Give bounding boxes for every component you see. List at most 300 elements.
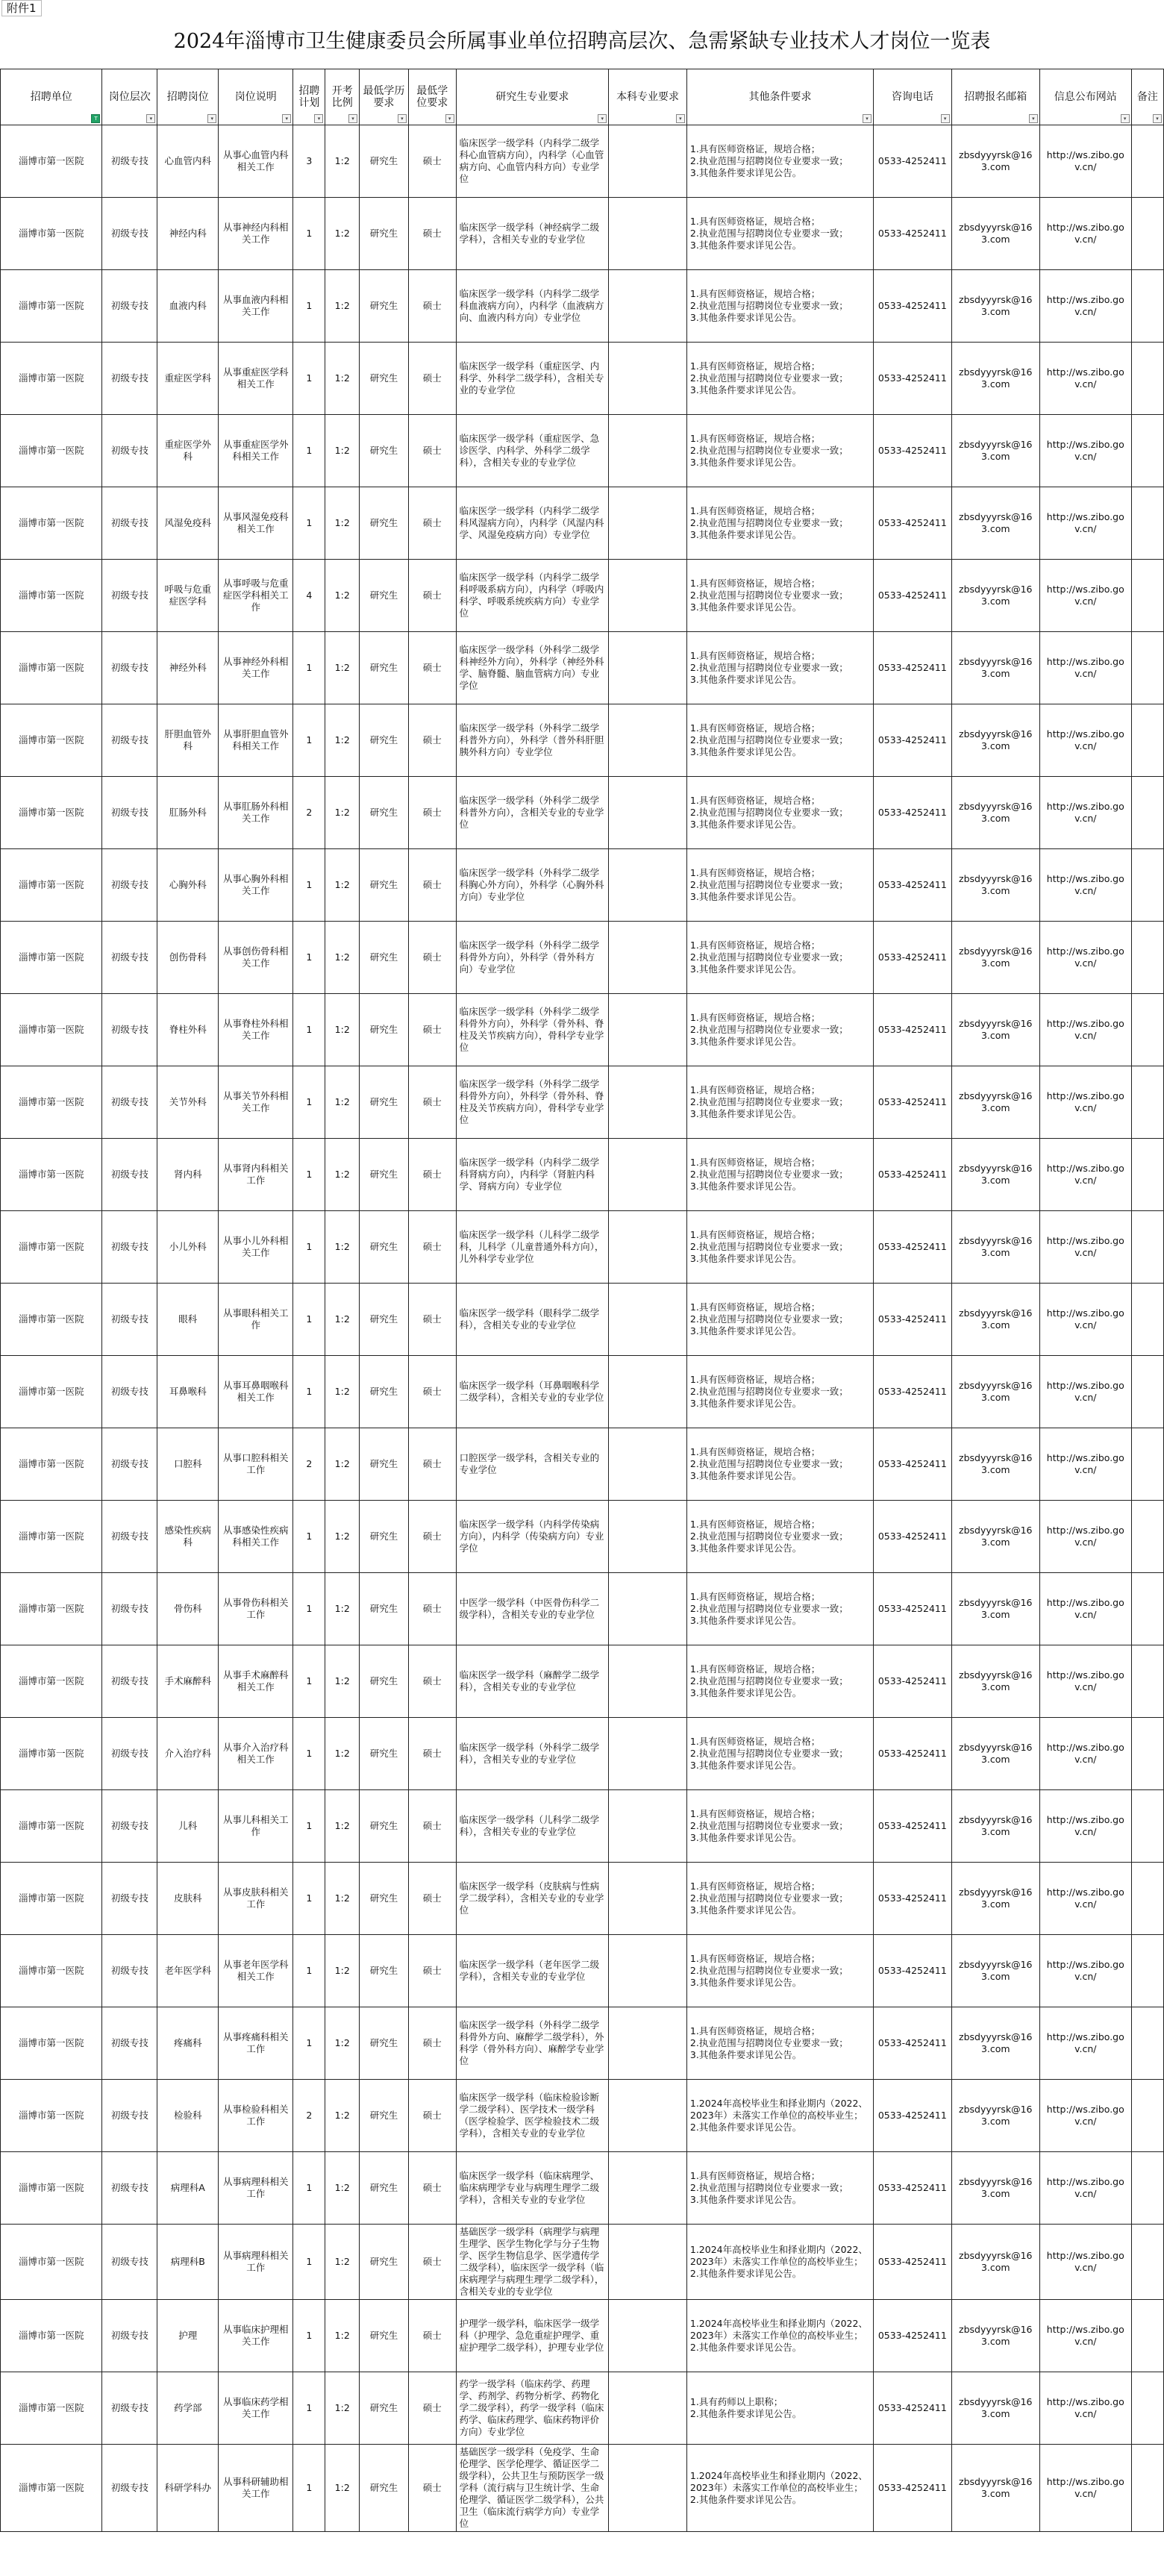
cell-grad-major[interactable]: 基础医学一级学科（病理学与病理生理学、医学生物化学与分子生物学、医学生物信息学、医学遗传学二级学科），临床医学一级学科（临床病理学与病理生理学二级学科），含相关专业的专业学位: [456, 2225, 609, 2300]
cell-email[interactable]: zbsdyyyrsk@163.com: [951, 777, 1039, 849]
cell-phone[interactable]: 0533-4252411: [874, 1935, 952, 2007]
cell-grad-major[interactable]: 临床医学一级学科（内科学二级学科血液病方向），内科学（血液病方向、血液内科方向）专业学位: [456, 270, 609, 343]
cell-email[interactable]: zbsdyyyrsk@163.com: [951, 2007, 1039, 2080]
cell-other-conditions[interactable]: 1.具有医师资格证，规培合格； 2.执业范围与招聘岗位专业要求一致； 3.其他条件要求详见公告。: [686, 2007, 873, 2080]
cell-desc[interactable]: 从事心胸外科相关工作: [219, 849, 293, 922]
cell-level[interactable]: 初级专技: [102, 632, 157, 704]
cell-plan[interactable]: 1: [293, 1863, 325, 1935]
cell-plan[interactable]: 1: [293, 2007, 325, 2080]
filter-dropdown-icon[interactable]: ▾: [676, 114, 685, 123]
cell-grad-major[interactable]: 临床医学一级学科（麻醉学二级学科），含相关专业的专业学位: [456, 1645, 609, 1718]
cell-website[interactable]: http://ws.zibo.gov.cn/: [1039, 704, 1131, 777]
cell-undergrad-major[interactable]: [609, 1211, 687, 1284]
cell-level[interactable]: 初级专技: [102, 777, 157, 849]
cell-degree[interactable]: 硕士: [408, 994, 456, 1066]
cell-website[interactable]: http://ws.zibo.gov.cn/: [1039, 1863, 1131, 1935]
cell-other-conditions[interactable]: 1.具有医师资格证，规培合格； 2.执业范围与招聘岗位专业要求一致； 3.其他条件要求详见公告。: [686, 1066, 873, 1139]
cell-other-conditions[interactable]: 1.具有医师资格证，规培合格； 2.执业范围与招聘岗位专业要求一致； 3.其他条件要求详见公告。: [686, 1139, 873, 1211]
cell-website[interactable]: http://ws.zibo.gov.cn/: [1039, 1935, 1131, 2007]
cell-ratio[interactable]: 1:2: [325, 632, 359, 704]
cell-unit[interactable]: 淄博市第一医院: [1, 2152, 102, 2225]
cell-education[interactable]: 研究生: [359, 1501, 408, 1573]
cell-ratio[interactable]: 1:2: [325, 1284, 359, 1356]
header-cell[interactable]: [408, 69, 456, 125]
cell-website[interactable]: http://ws.zibo.gov.cn/: [1039, 125, 1131, 198]
cell-website[interactable]: http://ws.zibo.gov.cn/: [1039, 198, 1131, 270]
cell-grad-major[interactable]: 临床医学一级学科（神经病学二级学科），含相关专业的专业学位: [456, 198, 609, 270]
cell-undergrad-major[interactable]: [609, 343, 687, 415]
cell-other-conditions[interactable]: 1.具有医师资格证，规培合格； 2.执业范围与招聘岗位专业要求一致； 3.其他条件要求详见公告。: [686, 343, 873, 415]
cell-website[interactable]: http://ws.zibo.gov.cn/: [1039, 1066, 1131, 1139]
cell-unit[interactable]: 淄博市第一医院: [1, 632, 102, 704]
attachment-label[interactable]: 附件1: [1, 0, 42, 16]
cell-level[interactable]: 初级专技: [102, 2007, 157, 2080]
cell-degree[interactable]: 硕士: [408, 1935, 456, 2007]
cell-remark[interactable]: [1131, 2300, 1163, 2372]
cell-ratio[interactable]: 1:2: [325, 1863, 359, 1935]
cell-post[interactable]: 耳鼻喉科: [157, 1356, 219, 1428]
cell-email[interactable]: zbsdyyyrsk@163.com: [951, 1501, 1039, 1573]
cell-desc[interactable]: 从事手术麻醉科相关工作: [219, 1645, 293, 1718]
cell-degree[interactable]: 硕士: [408, 2152, 456, 2225]
cell-degree[interactable]: 硕士: [408, 125, 456, 198]
cell-ratio[interactable]: 1:2: [325, 777, 359, 849]
cell-undergrad-major[interactable]: [609, 560, 687, 632]
cell-level[interactable]: 初级专技: [102, 415, 157, 487]
cell-desc[interactable]: 从事疼痛科相关工作: [219, 2007, 293, 2080]
cell-other-conditions[interactable]: 1.具有医师资格证，规培合格； 2.执业范围与招聘岗位专业要求一致； 3.其他条件要求详见公告。: [686, 1211, 873, 1284]
cell-email[interactable]: zbsdyyyrsk@163.com: [951, 632, 1039, 704]
cell-level[interactable]: 初级专技: [102, 1428, 157, 1501]
cell-other-conditions[interactable]: 1.2024年高校毕业生和择业期内（2022、2023年）未落实工作单位的高校毕业生； 2.其他条件要求详见公告。: [686, 2300, 873, 2372]
cell-degree[interactable]: 硕士: [408, 1356, 456, 1428]
cell-level[interactable]: 初级专技: [102, 1284, 157, 1356]
cell-desc[interactable]: 从事临床护理相关工作: [219, 2300, 293, 2372]
cell-unit[interactable]: 淄博市第一医院: [1, 1356, 102, 1428]
cell-ratio[interactable]: 1:2: [325, 2445, 359, 2532]
cell-phone[interactable]: 0533-4252411: [874, 560, 952, 632]
cell-website[interactable]: http://ws.zibo.gov.cn/: [1039, 1790, 1131, 1863]
cell-plan[interactable]: 1: [293, 1356, 325, 1428]
cell-grad-major[interactable]: 临床医学一级学科（内科学二级学科心血管病方向），内科学（心血管病方向、心血管内科方向）专业学位: [456, 125, 609, 198]
cell-remark[interactable]: [1131, 1718, 1163, 1790]
cell-other-conditions[interactable]: 1.2024年高校毕业生和择业期内（2022、2023年）未落实工作单位的高校毕业生； 2.其他条件要求详见公告。: [686, 2445, 873, 2532]
cell-phone[interactable]: 0533-4252411: [874, 1284, 952, 1356]
cell-post[interactable]: 口腔科: [157, 1428, 219, 1501]
cell-unit[interactable]: 淄博市第一医院: [1, 1935, 102, 2007]
cell-degree[interactable]: 硕士: [408, 343, 456, 415]
cell-phone[interactable]: 0533-4252411: [874, 994, 952, 1066]
cell-education[interactable]: 研究生: [359, 849, 408, 922]
filter-active-icon[interactable]: T: [91, 114, 100, 123]
cell-desc[interactable]: 从事皮肤科相关工作: [219, 1863, 293, 1935]
cell-ratio[interactable]: 1:2: [325, 487, 359, 560]
cell-website[interactable]: http://ws.zibo.gov.cn/: [1039, 1211, 1131, 1284]
cell-plan[interactable]: 4: [293, 560, 325, 632]
cell-education[interactable]: 研究生: [359, 560, 408, 632]
cell-remark[interactable]: [1131, 198, 1163, 270]
cell-grad-major[interactable]: 临床医学一级学科（儿科学二级学科），含相关专业的专业学位: [456, 1790, 609, 1863]
cell-education[interactable]: 研究生: [359, 2445, 408, 2532]
cell-post[interactable]: 儿科: [157, 1790, 219, 1863]
cell-phone[interactable]: 0533-4252411: [874, 2080, 952, 2152]
cell-remark[interactable]: [1131, 1935, 1163, 2007]
cell-post[interactable]: 护理: [157, 2300, 219, 2372]
cell-remark[interactable]: [1131, 2007, 1163, 2080]
cell-remark[interactable]: [1131, 777, 1163, 849]
cell-desc[interactable]: 从事重症医学科相关工作: [219, 343, 293, 415]
cell-post[interactable]: 老年医学科: [157, 1935, 219, 2007]
cell-plan[interactable]: 1: [293, 1284, 325, 1356]
cell-level[interactable]: 初级专技: [102, 560, 157, 632]
cell-website[interactable]: http://ws.zibo.gov.cn/: [1039, 849, 1131, 922]
cell-undergrad-major[interactable]: [609, 994, 687, 1066]
cell-degree[interactable]: 硕士: [408, 1718, 456, 1790]
cell-plan[interactable]: 1: [293, 1501, 325, 1573]
cell-desc[interactable]: 从事感染性疾病科相关工作: [219, 1501, 293, 1573]
cell-level[interactable]: 初级专技: [102, 1573, 157, 1645]
cell-grad-major[interactable]: 护理学一级学科，临床医学一级学科（护理学、急危重症护理学、重症护理学二级学科），护理专业学位: [456, 2300, 609, 2372]
cell-website[interactable]: http://ws.zibo.gov.cn/: [1039, 2152, 1131, 2225]
cell-post[interactable]: 感染性疾病科: [157, 1501, 219, 1573]
cell-unit[interactable]: 淄博市第一医院: [1, 1573, 102, 1645]
cell-phone[interactable]: 0533-4252411: [874, 849, 952, 922]
filter-dropdown-icon[interactable]: ▾: [1121, 114, 1130, 123]
cell-unit[interactable]: 淄博市第一医院: [1, 2225, 102, 2300]
cell-desc[interactable]: 从事小儿外科相关工作: [219, 1211, 293, 1284]
cell-ratio[interactable]: 1:2: [325, 1790, 359, 1863]
cell-ratio[interactable]: 1:2: [325, 198, 359, 270]
cell-website[interactable]: http://ws.zibo.gov.cn/: [1039, 2372, 1131, 2445]
cell-degree[interactable]: 硕士: [408, 849, 456, 922]
cell-post[interactable]: 神经外科: [157, 632, 219, 704]
cell-post[interactable]: 创伤骨科: [157, 922, 219, 994]
cell-email[interactable]: zbsdyyyrsk@163.com: [951, 1356, 1039, 1428]
cell-degree[interactable]: 硕士: [408, 415, 456, 487]
cell-education[interactable]: 研究生: [359, 1935, 408, 2007]
cell-ratio[interactable]: 1:2: [325, 1428, 359, 1501]
cell-phone[interactable]: 0533-4252411: [874, 922, 952, 994]
cell-post[interactable]: 肛肠外科: [157, 777, 219, 849]
cell-plan[interactable]: 1: [293, 270, 325, 343]
header-cell[interactable]: [609, 69, 687, 125]
cell-level[interactable]: 初级专技: [102, 2080, 157, 2152]
cell-phone[interactable]: 0533-4252411: [874, 1501, 952, 1573]
cell-phone[interactable]: 0533-4252411: [874, 2300, 952, 2372]
cell-website[interactable]: http://ws.zibo.gov.cn/: [1039, 922, 1131, 994]
cell-email[interactable]: zbsdyyyrsk@163.com: [951, 849, 1039, 922]
cell-undergrad-major[interactable]: [609, 1790, 687, 1863]
filter-dropdown-icon[interactable]: ▾: [398, 114, 407, 123]
cell-phone[interactable]: 0533-4252411: [874, 1718, 952, 1790]
cell-undergrad-major[interactable]: [609, 1501, 687, 1573]
cell-other-conditions[interactable]: 1.具有医师资格证，规培合格； 2.执业范围与招聘岗位专业要求一致； 3.其他条件要求详见公告。: [686, 1863, 873, 1935]
cell-education[interactable]: 研究生: [359, 1428, 408, 1501]
cell-level[interactable]: 初级专技: [102, 1863, 157, 1935]
cell-unit[interactable]: 淄博市第一医院: [1, 1211, 102, 1284]
cell-level[interactable]: 初级专技: [102, 1501, 157, 1573]
header-cell[interactable]: [219, 69, 293, 125]
cell-email[interactable]: zbsdyyyrsk@163.com: [951, 198, 1039, 270]
cell-education[interactable]: 研究生: [359, 777, 408, 849]
cell-phone[interactable]: 0533-4252411: [874, 704, 952, 777]
cell-other-conditions[interactable]: 1.具有医师资格证，规培合格； 2.执业范围与招聘岗位专业要求一致； 3.其他条件要求详见公告。: [686, 487, 873, 560]
cell-email[interactable]: zbsdyyyrsk@163.com: [951, 270, 1039, 343]
cell-remark[interactable]: [1131, 1428, 1163, 1501]
cell-level[interactable]: 初级专技: [102, 1935, 157, 2007]
cell-post[interactable]: 药学部: [157, 2372, 219, 2445]
cell-post[interactable]: 心血管内科: [157, 125, 219, 198]
cell-remark[interactable]: [1131, 849, 1163, 922]
cell-plan[interactable]: 1: [293, 849, 325, 922]
cell-post[interactable]: 脊柱外科: [157, 994, 219, 1066]
cell-phone[interactable]: 0533-4252411: [874, 2445, 952, 2532]
cell-ratio[interactable]: 1:2: [325, 2080, 359, 2152]
cell-other-conditions[interactable]: 1.具有医师资格证，规培合格； 2.执业范围与招聘岗位专业要求一致； 3.其他条件要求详见公告。: [686, 270, 873, 343]
cell-unit[interactable]: 淄博市第一医院: [1, 2080, 102, 2152]
cell-ratio[interactable]: 1:2: [325, 849, 359, 922]
cell-website[interactable]: http://ws.zibo.gov.cn/: [1039, 1356, 1131, 1428]
cell-unit[interactable]: 淄博市第一医院: [1, 849, 102, 922]
cell-education[interactable]: 研究生: [359, 2007, 408, 2080]
cell-phone[interactable]: 0533-4252411: [874, 1356, 952, 1428]
cell-email[interactable]: zbsdyyyrsk@163.com: [951, 1211, 1039, 1284]
cell-email[interactable]: zbsdyyyrsk@163.com: [951, 2445, 1039, 2532]
filter-dropdown-icon[interactable]: ▾: [348, 114, 357, 123]
cell-other-conditions[interactable]: 1.具有医师资格证，规培合格； 2.执业范围与招聘岗位专业要求一致； 3.其他条件要求详见公告。: [686, 1501, 873, 1573]
cell-unit[interactable]: 淄博市第一医院: [1, 1645, 102, 1718]
cell-remark[interactable]: [1131, 1139, 1163, 1211]
cell-remark[interactable]: [1131, 1211, 1163, 1284]
cell-grad-major[interactable]: 临床医学一级学科（外科学二级学科骨外方向），外科学（骨外科、脊柱及关节疾病方向），骨科学专业学位: [456, 994, 609, 1066]
cell-website[interactable]: http://ws.zibo.gov.cn/: [1039, 343, 1131, 415]
cell-remark[interactable]: [1131, 2080, 1163, 2152]
cell-post[interactable]: 重症医学外科: [157, 415, 219, 487]
cell-undergrad-major[interactable]: [609, 270, 687, 343]
cell-education[interactable]: 研究生: [359, 1718, 408, 1790]
cell-grad-major[interactable]: 临床医学一级学科（临床病理学、临床病理学专业与病理生理学二级学科），含相关专业的专业学位: [456, 2152, 609, 2225]
cell-website[interactable]: http://ws.zibo.gov.cn/: [1039, 1573, 1131, 1645]
cell-desc[interactable]: 从事创伤骨科相关工作: [219, 922, 293, 994]
cell-grad-major[interactable]: 临床医学一级学科（外科学二级学科胸心外方向），外科学（心胸外科方向）专业学位: [456, 849, 609, 922]
cell-remark[interactable]: [1131, 1356, 1163, 1428]
cell-remark[interactable]: [1131, 125, 1163, 198]
cell-grad-major[interactable]: 药学一级学科（临床药学、药理学、药剂学、药物分析学、药物化学二级学科），药学一级学科（临床药学、临床药理学、临床药物评价方向）专业学位: [456, 2372, 609, 2445]
cell-plan[interactable]: 1: [293, 1066, 325, 1139]
filter-dropdown-icon[interactable]: ▾: [1153, 114, 1162, 123]
cell-other-conditions[interactable]: 1.具有医师资格证，规培合格； 2.执业范围与招聘岗位专业要求一致； 3.其他条件要求详见公告。: [686, 1284, 873, 1356]
filter-dropdown-icon[interactable]: ▾: [1029, 114, 1038, 123]
cell-education[interactable]: 研究生: [359, 2152, 408, 2225]
cell-ratio[interactable]: 1:2: [325, 1066, 359, 1139]
cell-other-conditions[interactable]: 1.具有药师以上职称； 2.其他条件要求详见公告。: [686, 2372, 873, 2445]
cell-education[interactable]: 研究生: [359, 1139, 408, 1211]
cell-email[interactable]: zbsdyyyrsk@163.com: [951, 560, 1039, 632]
cell-plan[interactable]: 1: [293, 2372, 325, 2445]
cell-desc[interactable]: 从事呼吸与危重症医学科相关工作: [219, 560, 293, 632]
cell-desc[interactable]: 从事心血管内科相关工作: [219, 125, 293, 198]
cell-undergrad-major[interactable]: [609, 1139, 687, 1211]
cell-desc[interactable]: 从事肾内科相关工作: [219, 1139, 293, 1211]
cell-degree[interactable]: 硕士: [408, 1211, 456, 1284]
cell-desc[interactable]: 从事骨伤科相关工作: [219, 1573, 293, 1645]
cell-level[interactable]: 初级专技: [102, 1211, 157, 1284]
cell-unit[interactable]: 淄博市第一医院: [1, 1284, 102, 1356]
cell-ratio[interactable]: 1:2: [325, 343, 359, 415]
cell-plan[interactable]: 1: [293, 487, 325, 560]
cell-post[interactable]: 小儿外科: [157, 1211, 219, 1284]
cell-post[interactable]: 风湿免疫科: [157, 487, 219, 560]
cell-level[interactable]: 初级专技: [102, 198, 157, 270]
cell-undergrad-major[interactable]: [609, 1356, 687, 1428]
cell-ratio[interactable]: 1:2: [325, 2152, 359, 2225]
cell-education[interactable]: 研究生: [359, 1066, 408, 1139]
cell-email[interactable]: zbsdyyyrsk@163.com: [951, 2225, 1039, 2300]
cell-remark[interactable]: [1131, 1501, 1163, 1573]
cell-undergrad-major[interactable]: [609, 125, 687, 198]
cell-unit[interactable]: 淄博市第一医院: [1, 1066, 102, 1139]
cell-post[interactable]: 血液内科: [157, 270, 219, 343]
cell-plan[interactable]: 1: [293, 632, 325, 704]
cell-plan[interactable]: 1: [293, 2300, 325, 2372]
cell-undergrad-major[interactable]: [609, 1935, 687, 2007]
cell-other-conditions[interactable]: 1.具有医师资格证，规培合格； 2.执业范围与招聘岗位专业要求一致； 3.其他条件要求详见公告。: [686, 2152, 873, 2225]
cell-grad-major[interactable]: 临床医学一级学科（临床检验诊断学二级学科）、医学技术一级学科（医学检验学、医学检验技术二级学科），含相关专业的专业学位: [456, 2080, 609, 2152]
cell-grad-major[interactable]: 临床医学一级学科（外科学二级学科神经外方向），外科学（神经外科学、脑脊髓、脑血管病方向）专业学位: [456, 632, 609, 704]
cell-undergrad-major[interactable]: [609, 2300, 687, 2372]
cell-unit[interactable]: 淄博市第一医院: [1, 1718, 102, 1790]
cell-website[interactable]: http://ws.zibo.gov.cn/: [1039, 777, 1131, 849]
cell-degree[interactable]: 硕士: [408, 1863, 456, 1935]
cell-level[interactable]: 初级专技: [102, 1356, 157, 1428]
cell-desc[interactable]: 从事重症医学外科相关工作: [219, 415, 293, 487]
cell-grad-major[interactable]: 临床医学一级学科（眼科学二级学科），含相关专业的专业学位: [456, 1284, 609, 1356]
cell-undergrad-major[interactable]: [609, 1645, 687, 1718]
cell-level[interactable]: 初级专技: [102, 922, 157, 994]
cell-remark[interactable]: [1131, 2225, 1163, 2300]
cell-plan[interactable]: 3: [293, 125, 325, 198]
cell-other-conditions[interactable]: 1.具有医师资格证，规培合格； 2.执业范围与招聘岗位专业要求一致； 3.其他条件要求详见公告。: [686, 415, 873, 487]
cell-other-conditions[interactable]: 1.具有医师资格证，规培合格； 2.执业范围与招聘岗位专业要求一致； 3.其他条件要求详见公告。: [686, 632, 873, 704]
cell-degree[interactable]: 硕士: [408, 198, 456, 270]
cell-grad-major[interactable]: 临床医学一级学科（重症医学、急诊医学、内科学、外科学二级学科），含相关专业的专业学位: [456, 415, 609, 487]
cell-ratio[interactable]: 1:2: [325, 1718, 359, 1790]
cell-level[interactable]: 初级专技: [102, 1790, 157, 1863]
cell-level[interactable]: 初级专技: [102, 1139, 157, 1211]
cell-desc[interactable]: 从事肛肠外科相关工作: [219, 777, 293, 849]
cell-education[interactable]: 研究生: [359, 125, 408, 198]
cell-degree[interactable]: 硕士: [408, 487, 456, 560]
cell-remark[interactable]: [1131, 1066, 1163, 1139]
cell-website[interactable]: http://ws.zibo.gov.cn/: [1039, 632, 1131, 704]
cell-website[interactable]: http://ws.zibo.gov.cn/: [1039, 1284, 1131, 1356]
cell-undergrad-major[interactable]: [609, 1428, 687, 1501]
cell-post[interactable]: 心胸外科: [157, 849, 219, 922]
cell-ratio[interactable]: 1:2: [325, 994, 359, 1066]
cell-degree[interactable]: 硕士: [408, 2080, 456, 2152]
cell-plan[interactable]: 1: [293, 1573, 325, 1645]
cell-other-conditions[interactable]: 1.具有医师资格证，规培合格； 2.执业范围与招聘岗位专业要求一致； 3.其他条件要求详见公告。: [686, 994, 873, 1066]
header-cell[interactable]: [951, 69, 1039, 125]
cell-remark[interactable]: [1131, 415, 1163, 487]
cell-website[interactable]: http://ws.zibo.gov.cn/: [1039, 487, 1131, 560]
cell-ratio[interactable]: 1:2: [325, 1211, 359, 1284]
cell-unit[interactable]: 淄博市第一医院: [1, 125, 102, 198]
cell-phone[interactable]: 0533-4252411: [874, 125, 952, 198]
cell-desc[interactable]: 从事科研辅助相关工作: [219, 2445, 293, 2532]
cell-other-conditions[interactable]: 1.具有医师资格证，规培合格； 2.执业范围与招聘岗位专业要求一致； 3.其他条件要求详见公告。: [686, 1935, 873, 2007]
header-cell[interactable]: [1, 69, 102, 125]
cell-undergrad-major[interactable]: [609, 1573, 687, 1645]
cell-degree[interactable]: 硕士: [408, 1573, 456, 1645]
cell-grad-major[interactable]: 临床医学一级学科（内科学传染病方向），内科学（传染病方向）专业学位: [456, 1501, 609, 1573]
cell-education[interactable]: 研究生: [359, 704, 408, 777]
cell-desc[interactable]: 从事老年医学科相关工作: [219, 1935, 293, 2007]
cell-ratio[interactable]: 1:2: [325, 1356, 359, 1428]
cell-degree[interactable]: 硕士: [408, 1790, 456, 1863]
cell-plan[interactable]: 1: [293, 1718, 325, 1790]
cell-grad-major[interactable]: 临床医学一级学科（外科学二级学科骨外方向），外科学（骨外科、脊柱及关节疾病方向），骨科学专业学位: [456, 1066, 609, 1139]
cell-grad-major[interactable]: 临床医学一级学科（内科学二级学科呼吸系病方向），内科学（呼吸内科学、呼吸系统疾病方向）专业学位: [456, 560, 609, 632]
cell-ratio[interactable]: 1:2: [325, 415, 359, 487]
cell-phone[interactable]: 0533-4252411: [874, 2152, 952, 2225]
cell-degree[interactable]: 硕士: [408, 2007, 456, 2080]
cell-ratio[interactable]: 1:2: [325, 704, 359, 777]
cell-plan[interactable]: 1: [293, 2445, 325, 2532]
cell-education[interactable]: 研究生: [359, 1790, 408, 1863]
cell-website[interactable]: http://ws.zibo.gov.cn/: [1039, 1428, 1131, 1501]
cell-plan[interactable]: 1: [293, 343, 325, 415]
cell-phone[interactable]: 0533-4252411: [874, 198, 952, 270]
cell-post[interactable]: 检验科: [157, 2080, 219, 2152]
cell-undergrad-major[interactable]: [609, 1863, 687, 1935]
cell-unit[interactable]: 淄博市第一医院: [1, 922, 102, 994]
filter-dropdown-icon[interactable]: ▾: [598, 114, 607, 123]
cell-education[interactable]: 研究生: [359, 1211, 408, 1284]
cell-grad-major[interactable]: 临床医学一级学科（重症医学、内科学、外科学二级学科），含相关专业的专业学位: [456, 343, 609, 415]
cell-undergrad-major[interactable]: [609, 849, 687, 922]
cell-level[interactable]: 初级专技: [102, 849, 157, 922]
cell-desc[interactable]: 从事介入治疗科相关工作: [219, 1718, 293, 1790]
cell-undergrad-major[interactable]: [609, 198, 687, 270]
cell-email[interactable]: zbsdyyyrsk@163.com: [951, 125, 1039, 198]
filter-dropdown-icon[interactable]: ▾: [146, 114, 155, 123]
cell-grad-major[interactable]: 临床医学一级学科（外科学二级学科骨外方向、麻醉学二级学科），外科学（骨外科方向）、麻醉学专业学位: [456, 2007, 609, 2080]
cell-plan[interactable]: 1: [293, 1211, 325, 1284]
cell-plan[interactable]: 1: [293, 415, 325, 487]
cell-remark[interactable]: [1131, 560, 1163, 632]
cell-level[interactable]: 初级专技: [102, 1718, 157, 1790]
cell-email[interactable]: zbsdyyyrsk@163.com: [951, 2300, 1039, 2372]
header-cell[interactable]: [325, 69, 359, 125]
cell-email[interactable]: zbsdyyyrsk@163.com: [951, 487, 1039, 560]
cell-ratio[interactable]: 1:2: [325, 560, 359, 632]
cell-undergrad-major[interactable]: [609, 1718, 687, 1790]
cell-degree[interactable]: 硕士: [408, 2372, 456, 2445]
filter-dropdown-icon[interactable]: ▾: [863, 114, 872, 123]
cell-other-conditions[interactable]: 1.2024年高校毕业生和择业期内（2022、2023年）未落实工作单位的高校毕业生； 2.其他条件要求详见公告。: [686, 2080, 873, 2152]
cell-remark[interactable]: [1131, 632, 1163, 704]
cell-education[interactable]: 研究生: [359, 994, 408, 1066]
cell-grad-major[interactable]: 临床医学一级学科（内科学二级学科肾病方向），内科学（肾脏内科学、肾病方向）专业学位: [456, 1139, 609, 1211]
cell-post[interactable]: 重症医学科: [157, 343, 219, 415]
cell-grad-major[interactable]: 中医学一级学科（中医骨伤科学二级学科），含相关专业的专业学位: [456, 1573, 609, 1645]
cell-plan[interactable]: 1: [293, 198, 325, 270]
cell-post[interactable]: 神经内科: [157, 198, 219, 270]
cell-level[interactable]: 初级专技: [102, 2152, 157, 2225]
cell-degree[interactable]: 硕士: [408, 1501, 456, 1573]
cell-degree[interactable]: 硕士: [408, 777, 456, 849]
